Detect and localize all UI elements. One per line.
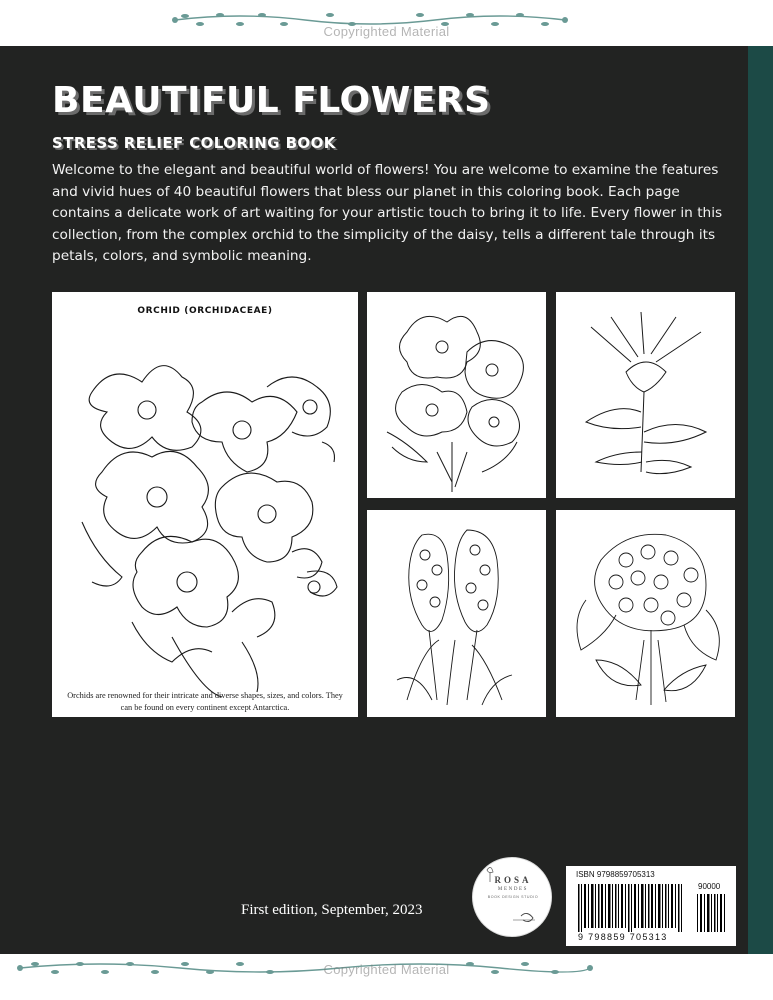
orchid-heading: ORCHID (ORCHIDACEAE) bbox=[137, 306, 273, 316]
vine-ornament-bottom bbox=[0, 954, 773, 1000]
isbn-barcode bbox=[566, 866, 736, 946]
bottom-vine-border bbox=[0, 954, 773, 1000]
hyacinth-sample-page bbox=[367, 510, 546, 717]
publisher-logo bbox=[472, 857, 552, 937]
logo-tagline: BOOK DESIGN STUDIO bbox=[487, 895, 539, 899]
hydrangea-illustration bbox=[556, 510, 735, 717]
orchid-illustration bbox=[52, 292, 358, 717]
top-vine-border bbox=[0, 0, 773, 46]
logo-name: ROSA bbox=[494, 875, 532, 885]
copyright-watermark-bottom: Copyrighted Material bbox=[323, 962, 450, 977]
hydrangea-sample-page bbox=[556, 510, 735, 717]
barcode-digits: 9 798859 705313 bbox=[578, 932, 668, 942]
bird-of-paradise-sample-page bbox=[556, 292, 735, 498]
copyright-watermark: Copyrighted Material bbox=[323, 24, 450, 39]
orchid-caption: Orchids are renowned for their intricate and diverse shapes, sizes, and colors. They can be found on every continent except Antarctica. bbox=[67, 691, 343, 712]
book-spine bbox=[748, 46, 773, 954]
bird-of-paradise-illustration bbox=[556, 292, 735, 498]
hyacinth-illustration bbox=[367, 510, 546, 717]
isbn-label: ISBN 9798859705313 bbox=[576, 870, 655, 879]
edition-info: First edition, September, 2023 bbox=[241, 902, 423, 918]
logo-surname: MENDES bbox=[497, 887, 529, 892]
book-title: BEAUTIFUL FLOWERS bbox=[52, 80, 491, 121]
pansy-sample-page bbox=[367, 292, 546, 498]
orchid-sample-page bbox=[52, 292, 358, 717]
book-description: Welcome to the elegant and beautiful world of flowers! You are welcome to examine the features and vivid hues of 40 beautiful flowers that bless our planet in this coloring book. Each page contains a delicate work of art waiting for your artistic touch to bring it to life. Every flower in this collection, from the complex orchid to the simplicity of the daisy, tells a different tale through its petals, colors, and symbolic meaning. bbox=[52, 162, 723, 264]
pansy-illustration bbox=[367, 292, 546, 498]
book-subtitle: STRESS RELIEF COLORING BOOK bbox=[52, 134, 336, 152]
vine-ornament-top bbox=[0, 0, 773, 46]
price-code: 90000 bbox=[698, 882, 721, 891]
